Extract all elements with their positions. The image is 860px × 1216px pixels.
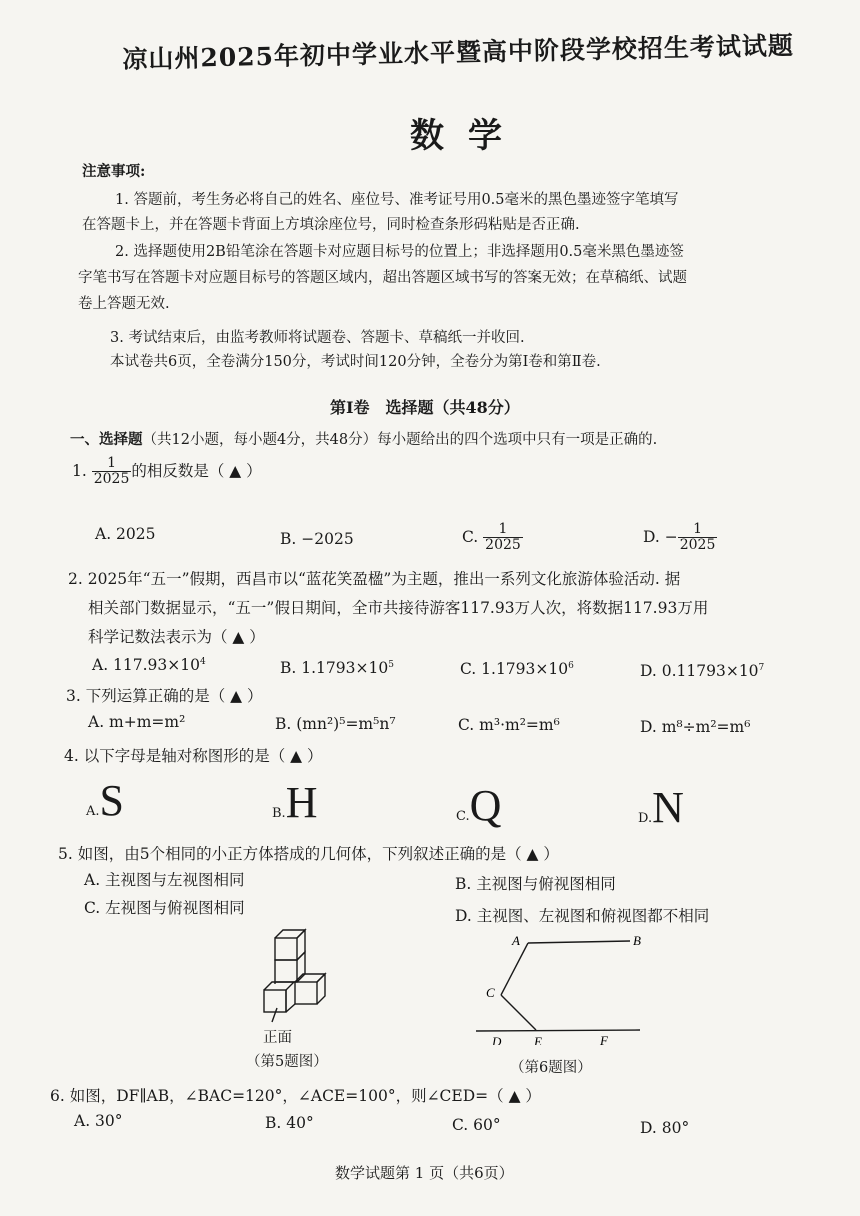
q4-option-c	[456, 780, 501, 831]
notice-heading: 注意事项:	[82, 163, 146, 180]
q1-option-d	[643, 522, 717, 554]
part-header	[70, 428, 657, 449]
question-2-line-2: 相关部门数据显示，“五一”假日期间，全市共接待游客117.93万人次，将数据117.93万用	[88, 599, 709, 617]
point-b-label: B	[633, 933, 641, 948]
notice-line-1: 1. 答题前，考生务必将自己的姓名、座位号、准考证号用0.5毫米的黑色墨迹签字笔填写	[115, 192, 679, 208]
fraction-denominator: 2025	[679, 537, 716, 554]
notice-line-4: 字笔书写在答题卡对应题目标号的答题区域内，超出答题区域书写的答案无效；在草稿纸、试题	[78, 270, 687, 286]
exponent: 7	[758, 662, 765, 673]
notice-line-7: 本试卷共6页，全卷满分150分，考试时间120分钟，全卷分为第Ⅰ卷和第Ⅱ卷.	[110, 354, 601, 370]
notice-line-6: 3. 考试结束后，由监考教师将试题卷、答题卡、草稿纸一并收回.	[110, 330, 525, 346]
option-label: D. −	[643, 527, 678, 546]
question-1-stem	[72, 456, 262, 488]
q1-option-c	[462, 522, 523, 554]
fraction-denominator: 2025	[93, 471, 130, 488]
fraction	[678, 522, 718, 554]
option-letter: H	[285, 778, 318, 827]
q6-option-d: D. 80°	[640, 1119, 690, 1137]
q5-option-c: C. 左视图与俯视图相同	[84, 899, 245, 917]
question-1-text: 的相反数是（ ▲ ）	[131, 461, 262, 480]
point-d-label: D	[492, 1034, 502, 1045]
q1-option-a: A. 2025	[95, 525, 156, 543]
fraction-numerator: 1	[678, 522, 718, 538]
subject-title: 数学	[410, 116, 526, 156]
q2-option-b	[280, 659, 394, 677]
exponent: 6	[568, 660, 574, 671]
front-label: 正面	[263, 1030, 292, 1046]
q5-option-b: B. 主视图与俯视图相同	[455, 875, 616, 893]
line-df	[476, 1030, 640, 1031]
section-title: 第Ⅰ卷 选择题（共48分）	[330, 398, 520, 417]
exponent: 4	[200, 656, 206, 667]
q2-option-d	[640, 662, 764, 680]
figure-5-caption: （第5题图）	[246, 1054, 328, 1070]
fraction	[92, 456, 132, 488]
notice-line-5: 卷上答题无效.	[78, 296, 170, 312]
option-label: B.	[272, 806, 286, 821]
q6-option-b: B. 40°	[265, 1114, 314, 1132]
q3-option-d: D. m⁸÷m²=m⁶	[640, 718, 751, 736]
q5-option-d: D. 主视图、左视图和俯视图都不相同	[455, 907, 710, 925]
q3-option-c: C. m³·m²=m⁶	[458, 716, 560, 734]
fraction	[483, 522, 523, 554]
question-number: 1.	[72, 461, 87, 480]
q6-option-c: C. 60°	[452, 1116, 501, 1134]
q2-option-a	[92, 656, 206, 674]
line-ce	[501, 995, 536, 1030]
option-label: D.	[638, 811, 653, 826]
question-5-stem: 5. 如图，由5个相同的小正方体搭成的几何体，下列叙述正确的是（ ▲ ）	[58, 845, 559, 863]
fraction-denominator: 2025	[485, 537, 521, 554]
option-text: C. 1.1793×10	[460, 660, 569, 678]
notice-line-2: 在答题卡上，并在答题卡背面上方填涂座位号，同时检查条形码粘贴是否正确.	[82, 217, 580, 233]
question-3-stem: 3. 下列运算正确的是（ ▲ ）	[66, 687, 263, 705]
option-text: B. 1.1793×10	[280, 659, 389, 677]
q5-option-a: A. 主视图与左视图相同	[84, 871, 245, 889]
line-ab	[528, 941, 630, 943]
q6-option-a: A. 30°	[74, 1112, 123, 1130]
q4-option-a	[86, 775, 124, 826]
option-text: D. 0.11793×10	[640, 662, 759, 680]
option-letter: N	[652, 783, 684, 832]
figure-6-caption: （第6题图）	[510, 1060, 592, 1076]
fraction-numerator: 1	[92, 456, 132, 472]
q2-option-c	[460, 660, 574, 678]
question-4-stem: 4. 以下字母是轴对称图形的是（ ▲ ）	[64, 747, 323, 765]
option-label: C.	[456, 809, 470, 824]
exponent: 5	[388, 659, 394, 670]
part-heading: 一、选择题	[70, 431, 143, 448]
parallel-lines-figure	[470, 925, 650, 1045]
cube-stack-figure	[255, 924, 345, 1024]
page-footer: 数学试题第 1 页（共6页）	[335, 1164, 514, 1182]
option-label: C.	[462, 527, 479, 546]
q1-option-b: B. −2025	[280, 530, 354, 548]
option-label: A.	[86, 804, 100, 819]
q3-option-a: A. m+m=m²	[88, 713, 186, 731]
q4-option-d	[638, 782, 684, 833]
line-ac	[501, 943, 528, 995]
option-letter: Q	[469, 781, 502, 830]
question-2-line-1: 2. 2025年“五一”假期，西昌市以“蓝花笑盈楹”为主题，推出一系列文化旅游体验活动. 据	[68, 570, 681, 588]
q3-option-b: B. (mn²)⁵=m⁵n⁷	[275, 715, 396, 733]
option-text: A. 117.93×10	[92, 656, 200, 674]
question-2-line-3: 科学记数法表示为（ ▲ ）	[88, 628, 265, 646]
part-desc: （共12小题，每小题4分，共48分）每小题给出的四个选项中只有一项是正确的.	[142, 432, 658, 448]
point-a-label: A	[512, 933, 520, 948]
point-e-label: E	[534, 1034, 542, 1045]
exam-title: 凉山州2025年初中学业水平暨高中阶段学校招生考试试题	[122, 30, 795, 74]
q4-option-b	[272, 777, 317, 828]
point-f-label: F	[600, 1033, 608, 1045]
question-6-stem: 6. 如图，DF∥AB，∠BAC=120°，∠ACE=100°，则∠CED=（ ▲ ）	[50, 1087, 541, 1105]
notice-line-3: 2. 选择题使用2B铅笔涂在答题卡对应题目标号的位置上；非选择题用0.5毫米黑色墨迹签	[115, 244, 684, 260]
option-letter: S	[99, 776, 125, 825]
fraction-numerator: 1	[483, 522, 523, 538]
point-c-label: C	[486, 985, 495, 1000]
